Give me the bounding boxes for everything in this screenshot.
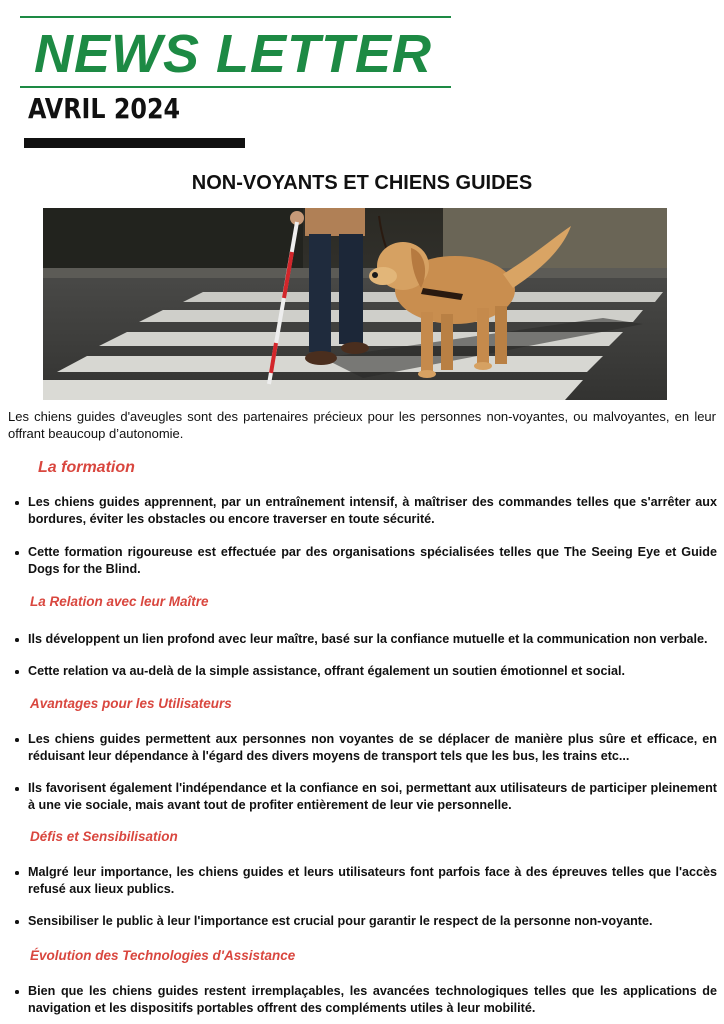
list-item: Les chiens guides apprennent, par un entraînement intensif, à maîtriser des commandes telles que s'arrêter aux bordures, éviter les obstacles ou encore traverser en toute sécurité. bbox=[28, 495, 717, 526]
masthead-title: NEWS LETTER bbox=[34, 24, 432, 84]
list-item: Ils développent un lien profond avec leur maître, basé sur la confiance mutuelle et la communication non verbale. bbox=[28, 631, 717, 648]
list-item: Malgré leur importance, les chiens guides et leurs utilisateurs font parfois face à des épreuves telles que l'accès refusé aux lieux publics. bbox=[28, 865, 717, 896]
guide-dog-photo bbox=[43, 208, 667, 400]
list-item: Cette relation va au-delà de la simple assistance, offrant également un soutien émotionnel et social. bbox=[28, 663, 717, 680]
list-item: Ils favorisent également l'indépendance et la confiance en soi, permettant aux utilisateurs de participer pleinement à une vie sociale, mais avant tout de profiter entièrement de leur vie personnelle. bbox=[28, 781, 717, 812]
section-heading-avantages: Avantages pour les Utilisateurs bbox=[30, 696, 232, 711]
header-top-rule bbox=[20, 16, 451, 18]
list-item: Cette formation rigoureuse est effectuée par des organisations spécialisées telles que The Seeing Eye et Guide Dogs for the Blind. bbox=[28, 545, 717, 576]
section-heading-defis: Défis et Sensibilisation bbox=[30, 829, 178, 844]
section-heading-relation: La Relation avec leur Maître bbox=[30, 594, 209, 609]
list-item: Sensibiliser le public à leur l'importance est crucial pour garantir le respect de la personne non-voyante. bbox=[28, 913, 717, 930]
issue-date: AVRIL 2024 bbox=[28, 92, 181, 125]
date-underline-bar bbox=[24, 138, 245, 148]
list-item: Bien que les chiens guides restent irremplaçables, les avancées technologiques telles que les applications de navigation et les dispositifs portables offrent des compléments utiles à leur mobilité. bbox=[28, 984, 717, 1015]
section-heading-evolution: Évolution des Technologies d'Assistance bbox=[30, 948, 296, 963]
article-intro: Les chiens guides d'aveugles sont des partenaires précieux pour les personnes non-voyantes, ou malvoyantes, en leur offrant beaucoup d’autonomie. bbox=[8, 409, 716, 441]
section-heading-formation: La formation bbox=[38, 459, 135, 476]
article-title: NON-VOYANTS ET CHIENS GUIDES bbox=[191, 172, 533, 194]
list-item: Les chiens guides permettent aux personnes non voyantes de se déplacer de manière plus sûre et efficace, en réduisant leur dépendance à l'égard des divers moyens de transport tels que les bus, les trains etc... bbox=[28, 732, 717, 763]
header-bottom-rule bbox=[20, 86, 451, 88]
